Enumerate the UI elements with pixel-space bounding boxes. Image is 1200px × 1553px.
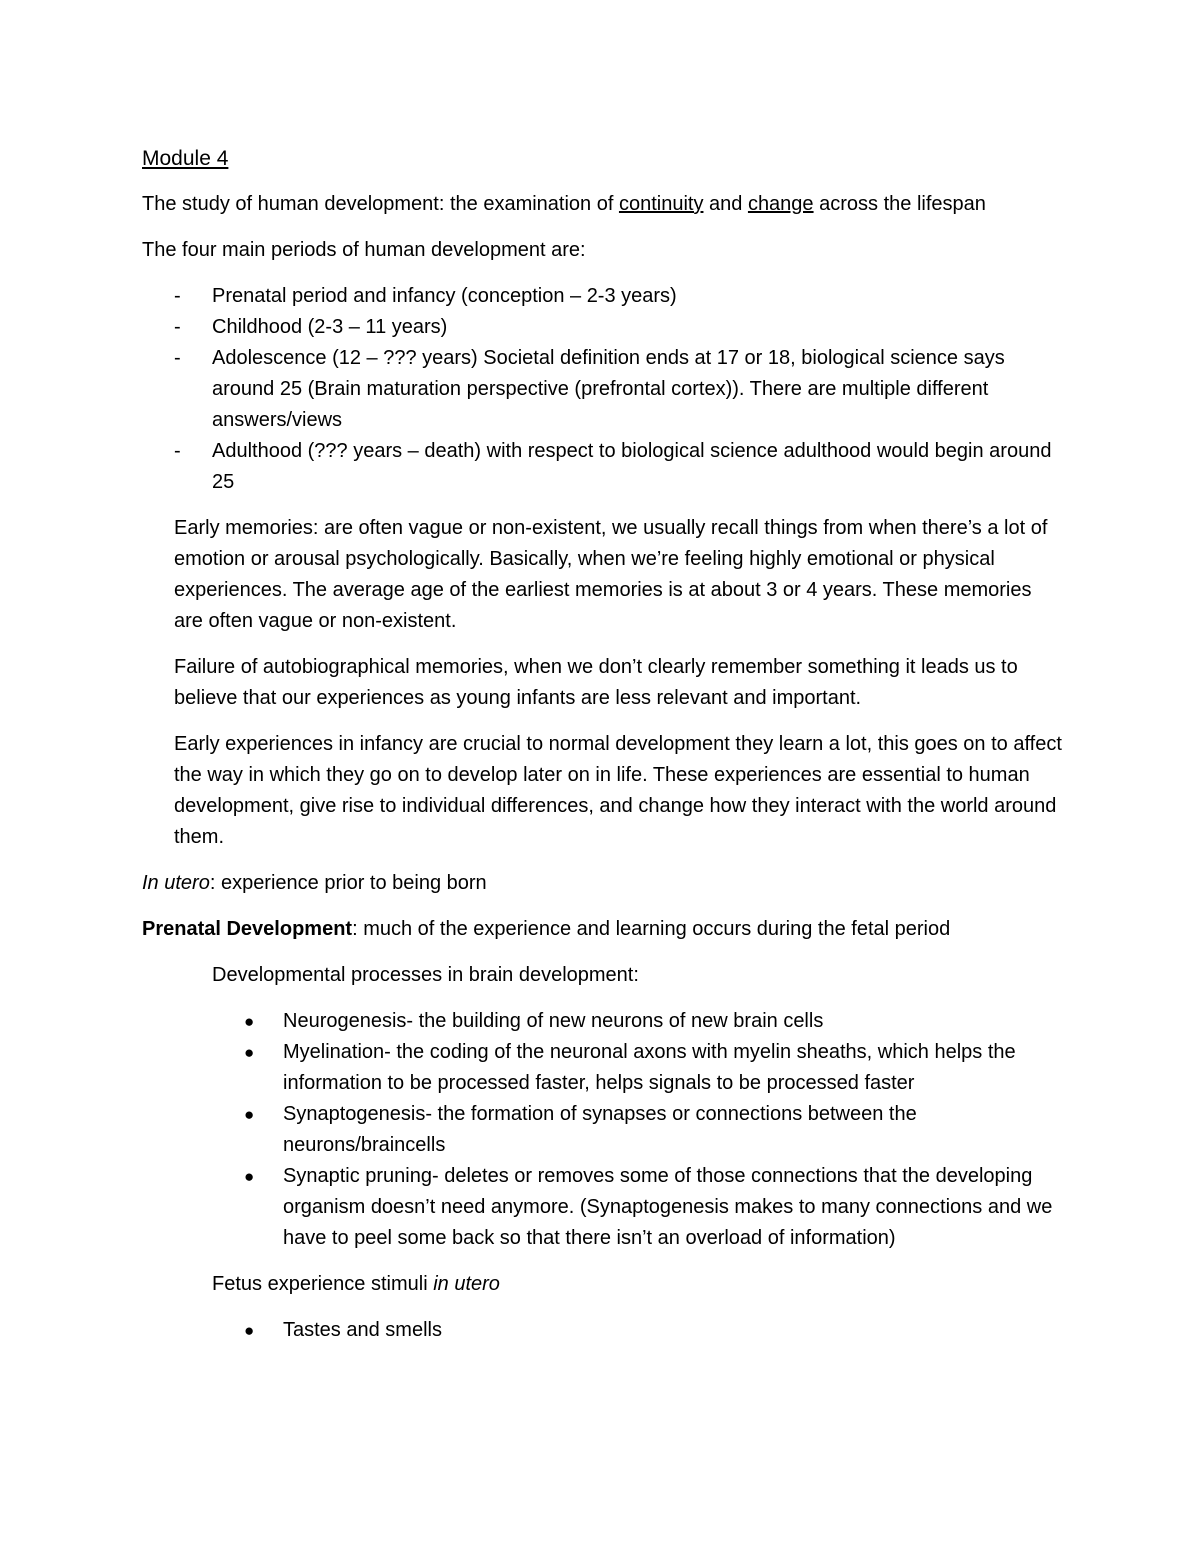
definition-paragraph	[142, 189, 1062, 220]
module-title: Module 4	[142, 147, 229, 170]
brain-processes-intro: Developmental processes in brain development:	[212, 964, 639, 986]
definition-middle: and	[703, 193, 748, 215]
list-item	[142, 343, 1062, 436]
prenatal-definition	[142, 914, 1062, 945]
period-text: Adulthood (??? years – death) with respect to biological science adulthood would begin around 25	[212, 440, 1052, 493]
list-item	[142, 312, 1062, 343]
process-text: Neurogenesis- the building of new neurons of new brain cells	[283, 1010, 824, 1032]
bullet-marker: ●	[244, 1043, 255, 1062]
stimuli-intro-text: Fetus experience stimuli	[212, 1273, 434, 1295]
process-text: Synaptic pruning- deletes or removes some of those connections that the developing organism doesn’t need anymore. (Synaptogenesis makes to many connections and we have to peel some back so that there isn’t an overload of information)	[283, 1165, 1053, 1249]
list-item	[142, 281, 1062, 312]
list-item	[142, 1161, 1062, 1254]
list-item	[142, 1006, 1062, 1037]
periods-list	[142, 281, 1062, 498]
periods-intro: The four main periods of human development are:	[142, 239, 586, 261]
period-text: Childhood (2-3 – 11 years)	[212, 316, 448, 338]
definition-continuity: continuity	[618, 193, 704, 215]
definition-prefix: The study of human development: the examination of	[142, 193, 619, 215]
autobiographical-memories-paragraph: Failure of autobiographical memories, when we don’t clearly remember something it leads us to believe that our experiences as young infants are less relevant and important.	[174, 656, 1018, 709]
period-text: Adolescence (12 – ??? years) Societal definition ends at 17 or 18, biological science says around 25 (Brain maturation perspective (prefrontal cortex)). There are multiple different answers/views	[212, 347, 1005, 431]
dash-marker: -	[174, 440, 181, 462]
list-item	[142, 1099, 1062, 1161]
document-page	[142, 143, 1062, 1361]
early-memories-paragraph: Early memories: are often vague or non-existent, we usually recall things from when there’s a lot of emotion or arousal psychologically. Basically, when we’re feeling highly emotional or physical experiences. The average age of the earliest memories is at about 3 or 4 years. These memories are often vague or non-existent.	[174, 517, 1048, 632]
early-experiences-paragraph: Early experiences in infancy are crucial to normal development they learn a lot, this goes on to affect the way in which they go on to develop later on in life. These experiences are essential to human development, give rise to individual differences, and change how they interact with the world around them.	[174, 733, 1062, 848]
dash-marker: -	[174, 347, 181, 369]
in-utero-term: In utero	[142, 872, 210, 894]
definition-suffix: across the lifespan	[813, 193, 986, 215]
in-utero-text: : experience prior to being born	[209, 872, 487, 894]
brain-processes-list	[142, 1006, 1062, 1254]
bullet-marker: ●	[244, 1167, 255, 1186]
period-text: Prenatal period and infancy (conception – 2-3 years)	[212, 285, 677, 307]
dash-marker: -	[174, 285, 181, 307]
prenatal-term: Prenatal Development	[142, 918, 353, 940]
stimulus-text: Tastes and smells	[283, 1319, 442, 1341]
process-text: Synaptogenesis- the formation of synapses or connections between the neurons/braincells	[283, 1103, 917, 1156]
in-utero-definition	[142, 868, 1062, 899]
stimuli-intro	[142, 1269, 1062, 1300]
prenatal-text: : much of the experience and learning occurs during the fetal period	[352, 918, 951, 940]
bullet-marker: ●	[244, 1321, 255, 1340]
list-item	[142, 436, 1062, 498]
bullet-marker: ●	[244, 1012, 255, 1031]
stimuli-list	[142, 1315, 1062, 1346]
definition-change: change	[747, 193, 814, 215]
list-item	[142, 1037, 1062, 1099]
stimuli-intro-term: in utero	[433, 1273, 500, 1295]
bullet-marker: ●	[244, 1105, 255, 1124]
process-text: Myelination- the coding of the neuronal axons with myelin sheaths, which helps the information to be processed faster, helps signals to be processed faster	[283, 1041, 1016, 1094]
list-item	[142, 1315, 1062, 1346]
dash-marker: -	[174, 316, 181, 338]
